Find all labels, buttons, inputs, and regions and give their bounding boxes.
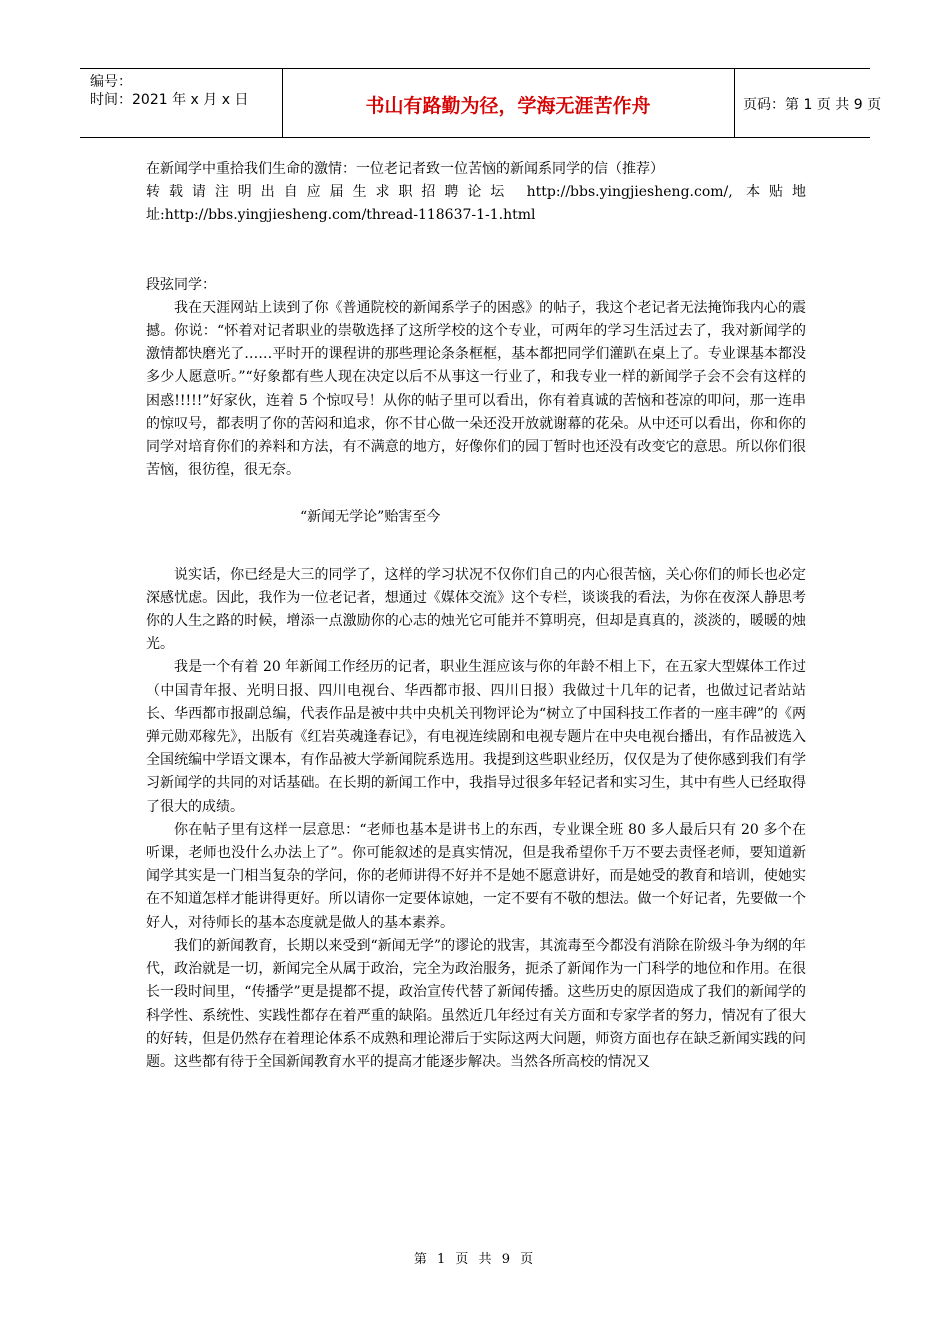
- document-date: 时间：2021 年 x 月 x 日: [90, 92, 249, 108]
- motto-text: 书山有路勤为径，学海无涯苦作舟: [365, 95, 651, 117]
- source-url[interactable]: 址:http://bbs.yingjiesheng.com/thread-118637-1-1.html: [146, 207, 536, 224]
- paragraph-5: 我们的新闻教育，长期以来受到“新闻无学”的谬论的戕害，其流毒至今都没有消除在阶级斗争为纲的年代，政治就是一切，新闻完全从属于政治，完全为政治服务，扼杀了新闻作为一门科学的地位和作用。在很长一段时间里，“传播学”更是提都不提，政治宣传代替了新闻传播。这些历史的原因造成了我们的新闻学的科学性、系统性、实践性都存在着严重的缺陷。虽然近几年经过有关方面和专家学者的努力，情况有了很大的好转，但是仍然存在着理论体系不成熟和理论滞后于实际这两大问题，师资方面也存在缺乏新闻实践的问题。这些都有待于全国新闻教育水平的提高才能逐步解决。当然各所高校的情况又: [146, 937, 806, 1070]
- source-notice: 转载请注明出自应届生求职招聘论坛 http://bbs.yingjiesheng.com/, 本贴地: [146, 184, 806, 201]
- header-meta-cell: [80, 69, 283, 137]
- spacer: [146, 228, 806, 274]
- paragraph-2: 说实话，你已经是大三的同学了，这样的学习状况不仅你们自己的内心很苦恼，关心你们的师长也必定深感忧虑。因此，我作为一位老记者，想通过《媒体交流》这个专栏，谈谈我的看法，为你在夜深人静思考你的人生之路的时候，增添一点激励你的心志的烛光它可能并不算明亮，但却是真真的，淡淡的，暖暖的烛光。: [146, 566, 806, 653]
- page-footer: 第 1 页 共 9 页: [413, 1252, 537, 1267]
- page-code: 页码：第 1 页 共 9 页: [743, 97, 882, 113]
- article-body: [146, 158, 806, 1074]
- paragraph-3: 我是一个有着 20 年新闻工作经历的记者，职业生涯应该与你的年龄不相上下，在五家大型媒体工作过（中国青年报、光明日报、四川电视台、华西都市报、四川日报）我做过十几年的记者，也做过记者站站长、华西都市报副总编，代表作品是被中共中央机关刊物评论为“树立了中国科技工作者的一座丰碑”的《两弹元勋邓稼先》，出版有《红岩英魂逢春记》，有电视连续剧和电视专题片在中央电视台播出，有作品被选入全国统编中学语文课本，有作品被大学新闻院系选用。我提到这些职业经历，仅仅是为了使你感到我们有学习新闻学的共同的对话基础。在长期的新闻工作中，我指导过很多年轻记者和实习生，其中有些人已经取得了很大的成绩。: [146, 659, 806, 815]
- paragraph-4: 你在帖子里有这样一层意思：“老师也基本是讲书上的东西，专业课全班 80 多人最后只有 20 多个在听课，老师也没什么办法上了”。你可能叙述的是真实情况，但是我希望你千万不要去责怪老师，要知道新闻学其实是一门相当复杂的学问，你的老师讲得不好并不是她不愿意讲好，而是她受的教育和培训，使她实在不知道怎样才能讲得更好。所以请你一定要体谅她，一定不要有不敬的想法。做一个好记者，先要做一个好人，对待师长的基本态度就是做人的基本素养。: [146, 821, 806, 931]
- header-page-cell: [735, 69, 882, 137]
- document-number-label: 编号：: [90, 74, 132, 90]
- document-header: [80, 68, 882, 138]
- salutation: 段弦同学：: [146, 276, 216, 293]
- section-heading: “新闻无学论”贻害至今: [300, 509, 441, 526]
- article-title: 在新闻学中重拾我们生命的激情：一位老记者致一位苦恼的新闻系同学的信（推荐）: [146, 161, 664, 177]
- header-motto-cell: [282, 69, 735, 137]
- paragraph-1: 我在天涯网站上读到了你《普通院校的新闻系学子的困惑》的帖子，我这个老记者无法掩饰我内心的震撼。你说：“怀着对记者职业的崇敬选择了这所学校的这个专业，可两年的学习生活过去了，我对新闻学的激情都快磨光了……平时开的课程讲的那些理论条条框框，基本都把同学们灌趴在桌上了。专业课基本都没多少人愿意听。”“好象都有些人现在决定以后不从事这一行业了，和我专业一样的新闻学子会不会有这样的困惑!!!!!”好家伙，连着 5 个惊叹号！从你的帖子里可以看出，你有着真诚的苦恼和苍凉的叩问，那一连串的惊叹号，都表明了你的苦闷和追求，你不甘心做一朵还没开放就谢幕的花朵。从中还可以看出，你和你的同学对培育你们的养料和方法，有不满意的地方，好像你们的园丁暂时也还没有改变它的意思。所以你们很苦恼，很彷徨，很无奈。: [146, 299, 806, 479]
